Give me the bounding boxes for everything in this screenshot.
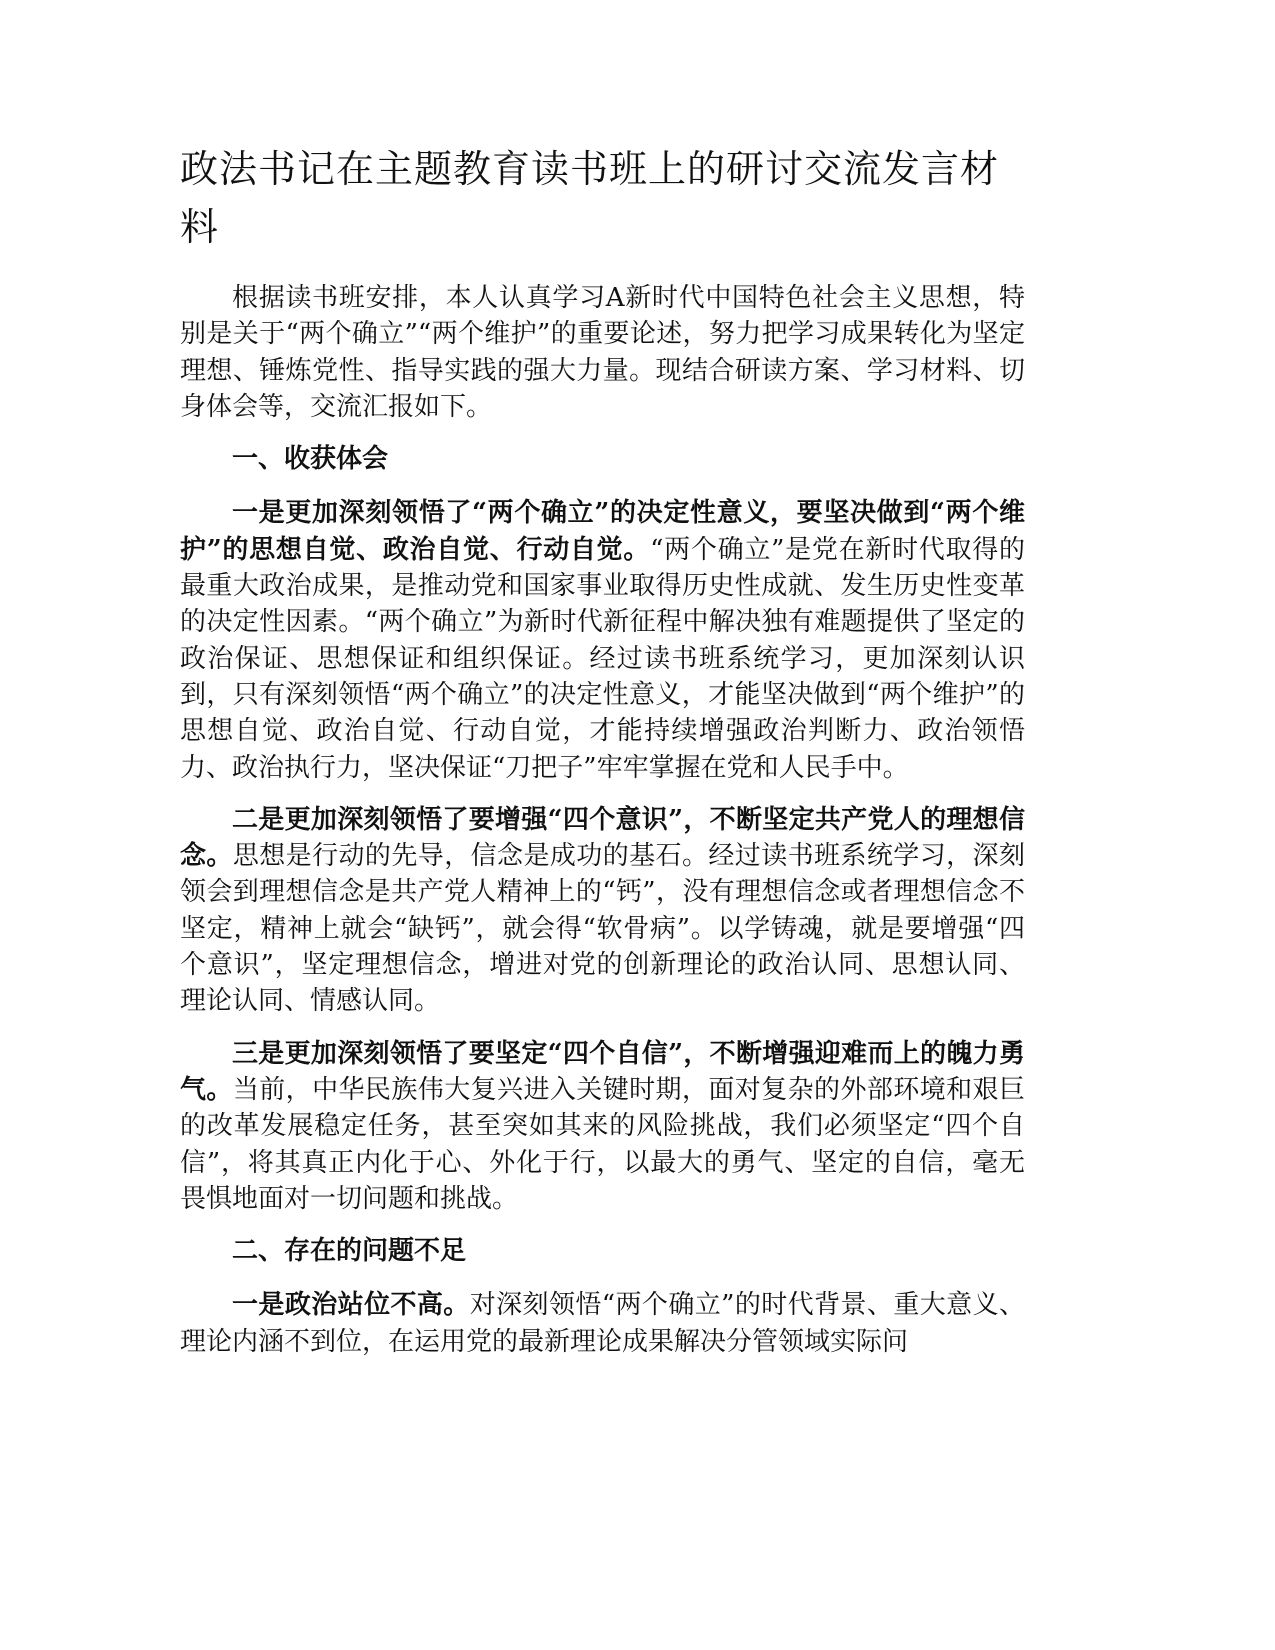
paragraph-lead: 二是更加深刻领悟了要增强“四个意识”，不断坚定共产党人的理想信念。 <box>180 804 1025 872</box>
section-heading-problems: 二、存在的问题不足 <box>232 1236 467 1267</box>
paragraph-body: 思想是行动的先导，信念是成功的基石。经过读书班系统学习，深刻领会到理想信念是共产党人精神上的“钙”，没有理想信念或者理想信念不坚定，精神上就会“缺钙”，就会得“软骨病”。以学铸魂，就是要增强“四个意识”，坚定理想信念，增进对党的创新理论的政治认同、思想认同、理论认同、情感认同。 <box>180 841 1025 1017</box>
intro-paragraph: 根据读书班安排，本人认真学习A新时代中国特色社会主义思想，特别是关于“两个确立”“两个维护”的重要论述，努力把学习成果转化为坚定理想、锤炼党性、指导实践的强大力量。现结合研读方案、学习材料、切身体会等，交流汇报如下。 <box>180 283 1025 422</box>
document-page <box>180 140 1025 1376</box>
gains-paragraph-2 <box>180 802 1025 1020</box>
paragraph-lead: 一是政治站位不高。 <box>232 1290 470 1321</box>
paragraph-lead: 一是更加深刻领悟了“两个确立”的决定性意义，要坚决做到“两个维护”的思想自觉、政治自觉、行动自觉。 <box>180 498 1025 565</box>
problems-paragraph-1 <box>180 1287 1025 1360</box>
section-heading-gains: 一、收获体会 <box>232 444 389 475</box>
gains-paragraph-3 <box>180 1036 1025 1217</box>
paragraph-body: “两个确立”是党在新时代取得的最重大政治成果，是推动党和国家事业取得历史性成就、发生历史性变革的决定性因素。“两个确立”为新时代新征程中解决独有难题提供了坚定的政治保证、思想保证和组织保证。经过读书班系统学习，更加深刻认识到，只有深刻领悟“两个确立”的决定性意义，才能坚决做到“两个维护”的思想自觉、政治自觉、行动自觉，才能持续增强政治判断力、政治领悟力、政治执行力，坚决保证“刀把子”牢牢掌握在党和人民手中。 <box>180 534 1025 783</box>
paragraph-body: 当前，中华民族伟大复兴进入关键时期，面对复杂的外部环境和艰巨的改革发展稳定任务，甚至突如其来的风险挑战，我们必须坚定“四个自信”，将其真正内化于心、外化于行，以最大的勇气、坚定的自信，毫无畏惧地面对一切问题和挑战。 <box>180 1074 1025 1214</box>
paragraph-lead: 三是更加深刻领悟了要坚定“四个自信”，不断增强迎难而上的魄力勇气。 <box>180 1038 1025 1105</box>
document-title: 政法书记在主题教育读书班上的研讨交流发言材料 <box>180 147 1000 249</box>
gains-paragraph-1 <box>180 495 1025 785</box>
paragraph-body: 对深刻领悟“两个确立”的时代背景、重大意义、理论内涵不到位，在运用党的最新理论成果解决分管领域实际问 <box>180 1290 1025 1357</box>
